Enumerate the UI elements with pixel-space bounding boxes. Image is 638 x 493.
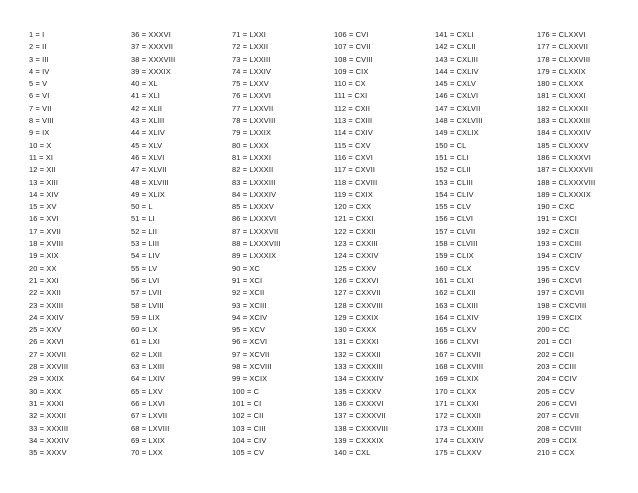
numeral-entry: 167 = CLXVII: [435, 349, 481, 359]
numeral-entry: 20 = XX: [29, 263, 57, 273]
numeral-entry: 92 = XCII: [232, 288, 265, 298]
numeral-entry: 199 = CXCIX: [537, 312, 582, 322]
numeral-entry: 97 = XCVII: [232, 349, 270, 359]
numeral-entry: 169 = CLXIX: [435, 374, 479, 384]
numeral-entry: 32 = XXXII: [29, 411, 67, 421]
numeral-entry: 33 = XXXIII: [29, 423, 69, 433]
numeral-entry: 88 = LXXXVIII: [232, 239, 281, 249]
numeral-entry: 98 = XCVIII: [232, 362, 272, 372]
column-5: [435, 29, 484, 459]
numeral-entry: 197 = CXCVII: [537, 288, 585, 298]
numeral-entry: 15 = XV: [29, 202, 57, 212]
numeral-entry: 14 = XIV: [29, 189, 59, 199]
numeral-entry: 74 = LXXIV: [232, 66, 272, 76]
numeral-entry: 159 = CLIX: [435, 251, 474, 261]
numeral-entry: 120 = CXX: [334, 202, 372, 212]
numeral-entry: 70 = LXX: [131, 448, 163, 458]
numeral-entry: 9 = IX: [29, 128, 50, 138]
numeral-entry: 38 = XXXVIII: [131, 54, 176, 64]
numeral-entry: 43 = XLIII: [131, 116, 165, 126]
numeral-entry: 123 = CXXIII: [334, 239, 378, 249]
numeral-entry: 10 = X: [29, 140, 52, 150]
numeral-entry: 165 = CLXV: [435, 325, 477, 335]
numeral-entry: 138 = CXXXVIII: [334, 423, 389, 433]
numeral-entry: 185 = CLXXXV: [537, 140, 589, 150]
numeral-entry: 184 = CLXXXIV: [537, 128, 591, 138]
numeral-entry: 168 = CLXVIII: [435, 362, 484, 372]
numeral-entry: 171 = CLXXI: [435, 398, 479, 408]
numeral-entry: 183 = CLXXXIII: [537, 116, 591, 126]
numeral-entry: 186 = CLXXXVI: [537, 152, 591, 162]
numeral-entry: 6 = VI: [29, 91, 50, 101]
numeral-entry: 203 = CCIII: [537, 362, 577, 372]
numeral-entry: 45 = XLV: [131, 140, 163, 150]
numeral-entry: 50 = L: [131, 202, 153, 212]
numeral-entry: 108 = CVIII: [334, 54, 373, 64]
numeral-entry: 79 = LXXIX: [232, 128, 272, 138]
numeral-entry: 201 = CCI: [537, 337, 572, 347]
numeral-entry: 96 = XCVI: [232, 337, 268, 347]
numeral-entry: 192 = CXCII: [537, 226, 580, 236]
numeral-entry: 206 = CCVI: [537, 398, 577, 408]
numeral-entry: 145 = CXLV: [435, 79, 476, 89]
numeral-entry: 23 = XXIII: [29, 300, 64, 310]
numeral-entry: 67 = LXVII: [131, 411, 168, 421]
numeral-entry: 143 = CXLIII: [435, 54, 479, 64]
numeral-entry: 76 = LXXVI: [232, 91, 272, 101]
numeral-entry: 83 = LXXXIII: [232, 177, 276, 187]
numeral-entry: 89 = LXXXIX: [232, 251, 277, 261]
numeral-entry: 68 = LXVIII: [131, 423, 170, 433]
column-6: [537, 29, 595, 459]
numeral-entry: 64 = LXIV: [131, 374, 165, 384]
numeral-entry: 58 = LVIII: [131, 300, 164, 310]
numeral-entry: 133 = CXXXIII: [334, 362, 383, 372]
numeral-entry: 137 = CXXXVII: [334, 411, 386, 421]
numeral-entry: 191 = CXCI: [537, 214, 577, 224]
numeral-entry: 53 = LIII: [131, 239, 160, 249]
numeral-entry: 166 = CLXVI: [435, 337, 479, 347]
numeral-entry: 86 = LXXXVI: [232, 214, 277, 224]
numeral-entry: 31 = XXXI: [29, 398, 64, 408]
numeral-entry: 27 = XXVII: [29, 349, 67, 359]
numeral-entry: 190 = CXC: [537, 202, 575, 212]
numeral-entry: 100 = C: [232, 386, 260, 396]
numeral-entry: 26 = XXVI: [29, 337, 64, 347]
numeral-entry: 111 = CXI: [334, 91, 368, 101]
numeral-entry: 178 = CLXXVIII: [537, 54, 591, 64]
numeral-entry: 25 = XXV: [29, 325, 62, 335]
numeral-entry: 99 = XCIX: [232, 374, 268, 384]
numeral-entry: 39 = XXXIX: [131, 66, 171, 76]
numeral-entry: 71 = LXXI: [232, 30, 266, 39]
numeral-entry: 110 = CX: [334, 79, 366, 89]
column-3: [232, 29, 281, 459]
numeral-entry: 93 = XCIII: [232, 300, 267, 310]
numeral-entry: 59 = LIX: [131, 312, 160, 322]
numeral-entry: 174 = CLXXIV: [435, 435, 484, 445]
numeral-entry: 207 = CCVII: [537, 411, 580, 421]
numeral-entry: 57 = LVII: [131, 288, 162, 298]
numeral-entry: 77 = LXXVII: [232, 103, 274, 113]
numeral-entry: 113 = CXIII: [334, 116, 373, 126]
numeral-entry: 29 = XXIX: [29, 374, 64, 384]
numeral-entry: 202 = CCII: [537, 349, 575, 359]
numeral-entry: 160 = CLX: [435, 263, 472, 273]
numeral-entry: 163 = CLXIII: [435, 300, 479, 310]
numeral-entry: 153 = CLIII: [435, 177, 473, 187]
numeral-entry: 104 = CIV: [232, 435, 267, 445]
numeral-entry: 141 = CXLI: [435, 30, 474, 39]
numeral-entry: 81 = LXXXI: [232, 152, 272, 162]
numeral-entry: 12 = XII: [29, 165, 56, 175]
numeral-entry: 65 = LXV: [131, 386, 163, 396]
numeral-entry: 46 = XLVI: [131, 152, 165, 162]
numeral-entry: 115 = CXV: [334, 140, 371, 150]
numeral-entry: 154 = CLIV: [435, 189, 474, 199]
numeral-entry: 44 = XLIV: [131, 128, 165, 138]
numeral-entry: 80 = LXXX: [232, 140, 269, 150]
numeral-entry: 102 = CII: [232, 411, 264, 421]
numeral-entry: 149 = CXLIX: [435, 128, 479, 138]
numeral-entry: 179 = CLXXIX: [537, 66, 586, 76]
numeral-entry: 118 = CXVIII: [334, 177, 378, 187]
numeral-entry: 54 = LIV: [131, 251, 160, 261]
numeral-entry: 30 = XXX: [29, 386, 62, 396]
numeral-entry: 144 = CXLIV: [435, 66, 479, 76]
numeral-entry: 173 = CLXXIII: [435, 423, 484, 433]
numeral-entry: 146 = CXLVI: [435, 91, 479, 101]
numeral-entry: 210 = CCX: [537, 448, 575, 458]
numeral-entry: 180 = CLXXX: [537, 79, 584, 89]
column-4: [334, 29, 388, 459]
numeral-entry: 49 = XLIX: [131, 189, 165, 199]
numeral-entry: 147 = CXLVII: [435, 103, 481, 113]
numeral-entry: 7 = VII: [29, 103, 52, 113]
numeral-entry: 72 = LXXII: [232, 42, 269, 52]
numeral-entry: 2 = II: [29, 42, 47, 52]
numeral-entry: 85 = LXXXV: [232, 202, 274, 212]
numeral-entry: 87 = LXXXVII: [232, 226, 279, 236]
numeral-entry: 125 = CXXV: [334, 263, 377, 273]
numeral-entry: 73 = LXXIII: [232, 54, 271, 64]
numeral-entry: 135 = CXXXV: [334, 386, 382, 396]
numeral-entry: 82 = LXXXII: [232, 165, 274, 175]
numeral-entry: 177 = CLXXVII: [537, 42, 589, 52]
column-1: [29, 29, 69, 459]
numeral-entry: 132 = CXXXII: [334, 349, 381, 359]
numeral-entry: 152 = CLII: [435, 165, 471, 175]
numeral-entry: 75 = LXXV: [232, 79, 269, 89]
numeral-entry: 148 = CXLVIII: [435, 116, 483, 126]
numeral-entry: 155 = CLV: [435, 202, 471, 212]
numeral-entry: 156 = CLVI: [435, 214, 474, 224]
numeral-entry: 52 = LII: [131, 226, 158, 236]
numeral-entry: 122 = CXXII: [334, 226, 376, 236]
numeral-entry: 103 = CIII: [232, 423, 266, 433]
numeral-entry: 5 = V: [29, 79, 48, 89]
numeral-entry: 37 = XXXVII: [131, 42, 174, 52]
numeral-entry: 4 = IV: [29, 66, 50, 76]
numeral-entry: 127 = CXXVII: [334, 288, 381, 298]
numeral-entry: 95 = XCV: [232, 325, 266, 335]
numeral-entry: 130 = CXXX: [334, 325, 377, 335]
numeral-entry: 62 = LXII: [131, 349, 163, 359]
numeral-entry: 126 = CXXVI: [334, 275, 379, 285]
numeral-entry: 209 = CCIX: [537, 435, 577, 445]
numeral-entry: 105 = CV: [232, 448, 265, 458]
numeral-entry: 205 = CCV: [537, 386, 575, 396]
numeral-entry: 107 = CVII: [334, 42, 371, 52]
numeral-entry: 91 = XCI: [232, 275, 263, 285]
numeral-entry: 139 = CXXXIX: [334, 435, 384, 445]
numeral-entry: 17 = XVII: [29, 226, 61, 236]
numeral-entry: 28 = XXVIII: [29, 362, 69, 372]
numeral-entry: 142 = CXLII: [435, 42, 476, 52]
numeral-entry: 170 = CLXX: [435, 386, 477, 396]
numeral-entry: 35 = XXXV: [29, 448, 67, 458]
numeral-entry: 175 = CLXXV: [435, 448, 482, 458]
numeral-entry: 48 = XLVIII: [131, 177, 169, 187]
numeral-entry: 117 = CXVII: [334, 165, 376, 175]
numeral-entry: 198 = CXCVIII: [537, 300, 587, 310]
numeral-entry: 1 = I: [29, 30, 45, 39]
numeral-entry: 162 = CLXII: [435, 288, 476, 298]
numeral-entry: 158 = CLVIII: [435, 239, 478, 249]
numeral-entry: 129 = CXXIX: [334, 312, 379, 322]
numeral-entry: 134 = CXXXIV: [334, 374, 384, 384]
numeral-entry: 22 = XXII: [29, 288, 61, 298]
numeral-entry: 40 = XL: [131, 79, 158, 89]
numeral-entry: 94 = XCIV: [232, 312, 268, 322]
numeral-entry: 47 = XLVII: [131, 165, 167, 175]
numeral-entry: 41 = XLI: [131, 91, 160, 101]
numeral-entry: 121 = CXXI: [334, 214, 374, 224]
numeral-entry: 157 = CLVII: [435, 226, 476, 236]
numeral-entry: 8 = VIII: [29, 116, 54, 126]
numeral-entry: 13 = XIII: [29, 177, 59, 187]
numeral-entry: 119 = CXIX: [334, 189, 373, 199]
numeral-entry: 84 = LXXXIV: [232, 189, 277, 199]
numeral-entry: 112 = CXII: [334, 103, 371, 113]
numeral-entry: 136 = CXXXVI: [334, 398, 384, 408]
numeral-entry: 60 = LX: [131, 325, 158, 335]
numeral-entry: 24 = XXIV: [29, 312, 64, 322]
numeral-entry: 55 = LV: [131, 263, 158, 273]
numeral-entry: 34 = XXXIV: [29, 435, 69, 445]
numeral-entry: 36 = XXXVI: [131, 30, 171, 39]
numeral-entry: 109 = CIX: [334, 66, 369, 76]
numeral-entry: 63 = LXIII: [131, 362, 165, 372]
numeral-entry: 124 = CXXIV: [334, 251, 379, 261]
numeral-entry: 128 = CXXVIII: [334, 300, 383, 310]
numeral-entry: 140 = CXL: [334, 448, 371, 458]
numeral-entry: 11 = XI: [29, 152, 54, 162]
numeral-entry: 188 = CLXXXVIII: [537, 177, 596, 187]
numeral-entry: 66 = LXVI: [131, 398, 165, 408]
numeral-entry: 182 = CLXXXII: [537, 103, 589, 113]
numeral-entry: 161 = CLXI: [435, 275, 474, 285]
numeral-entry: 189 = CLXXXIX: [537, 189, 591, 199]
numeral-entry: 16 = XVI: [29, 214, 59, 224]
numeral-entry: 21 = XXI: [29, 275, 59, 285]
numeral-entry: 200 = CC: [537, 325, 570, 335]
numeral-entry: 176 = CLXXVI: [537, 30, 586, 39]
numeral-entry: 150 = CL: [435, 140, 467, 150]
numeral-entry: 208 = CCVIII: [537, 423, 582, 433]
numeral-entry: 78 = LXXVIII: [232, 116, 276, 126]
numeral-entry: 106 = CVI: [334, 30, 369, 39]
numeral-entry: 193 = CXCIII: [537, 239, 582, 249]
numeral-entry: 61 = LXI: [131, 337, 160, 347]
numeral-entry: 90 = XC: [232, 263, 260, 273]
numeral-entry: 131 = CXXXI: [334, 337, 379, 347]
numeral-entry: 56 = LVI: [131, 275, 160, 285]
numeral-entry: 42 = XLII: [131, 103, 163, 113]
numeral-entry: 19 = XIX: [29, 251, 59, 261]
numeral-entry: 51 = LI: [131, 214, 155, 224]
numeral-entry: 172 = CLXXII: [435, 411, 481, 421]
numeral-entry: 69 = LXIX: [131, 435, 165, 445]
numeral-entry: 204 = CCIV: [537, 374, 577, 384]
numeral-entry: 195 = CXCV: [537, 263, 580, 273]
numeral-entry: 151 = CLI: [435, 152, 469, 162]
column-2: [131, 29, 175, 459]
numeral-entry: 3 = III: [29, 54, 49, 64]
numeral-entry: 187 = CLXXXVII: [537, 165, 594, 175]
numeral-entry: 101 = CI: [232, 398, 262, 408]
numeral-entry: 114 = CXIV: [334, 128, 373, 138]
numeral-entry: 164 = CLXIV: [435, 312, 479, 322]
numeral-entry: 181 = CLXXXI: [537, 91, 586, 101]
numeral-entry: 196 = CXCVI: [537, 275, 582, 285]
numeral-entry: 18 = XVIII: [29, 239, 64, 249]
numeral-entry: 116 = CXVI: [334, 152, 373, 162]
numeral-entry: 194 = CXCIV: [537, 251, 582, 261]
